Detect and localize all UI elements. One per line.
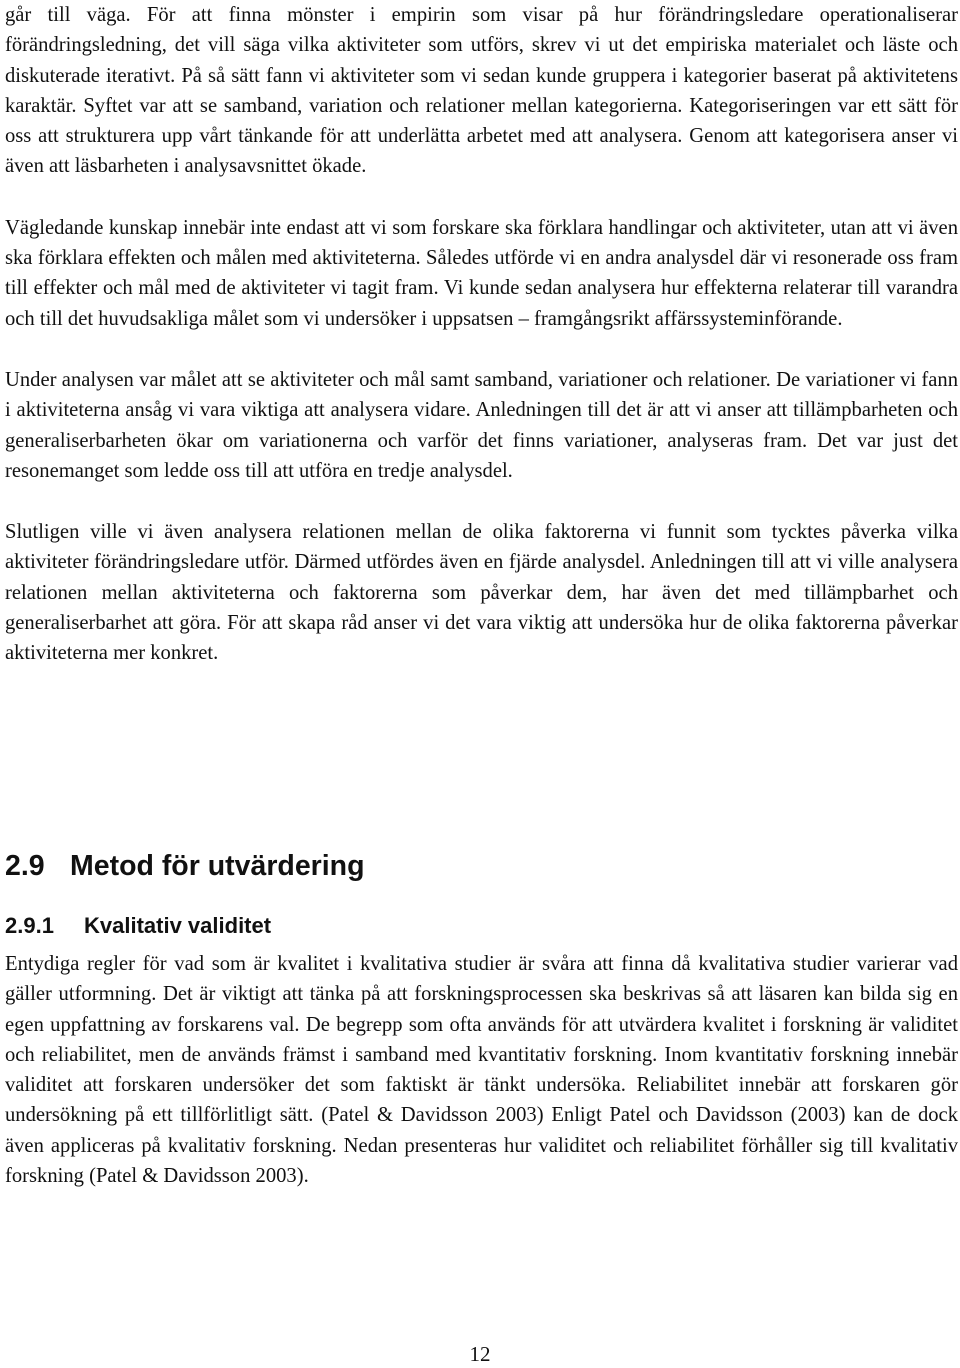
paragraph-3: Under analysen var målet att se aktiviteter och mål samt samband, variationer och relationer. De variationer vi fann i aktiviteterna ansåg vi vara viktiga att analysera vidare. Anledningen till det är att vi anser att tillämpbarheten och generaliserbarheten ökar om variationerna och varför det finns variationer, analyseras fram. Det var just det resonemanget som ledde oss till att utföra en tredje analysdel. [5,368,958,482]
section-heading [5,846,365,886]
paragraph-gap [5,334,958,365]
subsection-title: Kvalitativ validitet [84,913,272,938]
paragraph-gap [5,182,958,213]
paragraph-2: Vägledande kunskap innebär inte endast att vi som forskare ska förklara handlingar och aktiviteter, utan att vi även ska förklara effekten och målen med aktiviteterna. Således utförde vi en andra analysdel där vi resonerade oss fram till effekter och mål med de aktiviteter vi tagit fram. Vi kunde sedan analysera hur effekterna relaterar till varandra och till det huvudsakliga målet som vi undersöker i uppsatsen – framgångsrikt affärssysteminförande. [5,216,958,330]
paragraph-5: Entydiga regler för vad som är kvalitet i kvalitativa studier är svåra att finna då kvalitativa studier varierar vad gäller utformning. Det är viktigt att tänka på att forskningsprocessen ska beskrivas så att läsaren kan bilda sig en egen uppfattning av forskarens val. De begrepp som ofta används för att utvärdera kvalitet i forskning är validitet och reliabilitet, men de används främst i samband med kvantitativ forskning. Inom kvantitativ forskning innebär validitet att forskaren undersöker det som faktiskt är tänkt undersöka. Reliabilitet innebär att forskaren gör undersökning på ett tillförlitligt sätt. (Patel & Davidsson 2003) Enligt Patel och Davidsson (2003) kan de dock även appliceras på kvalitativ forskning. Nedan presenteras hur validitet och reliabilitet förhåller sig till kvalitativ forskning (Patel & Davidsson 2003). [5,953,958,1188]
body-text-bottom [5,949,958,1191]
subsection-heading [5,910,271,942]
section-number: 2.9 [5,850,45,882]
page-number: 12 [469,1342,491,1366]
subsection-number: 2.9.1 [5,913,54,938]
paragraph-4: Slutligen ville vi även analysera relationen mellan de olika faktorerna vi funnit som tycktes påverka vilka aktiviteter förändringsledare utför. Därmed utfördes även en fjärde analysdel. Anledningen till att vi ville analysera relationen mellan aktiviteterna och faktorerna som påverkar dem, har även det med tillämpbarhet och generaliserbarhet att göra. För att skapa råd anser vi det vara viktig att undersöka hur de olika faktorerna påverkar aktiviteterna mer konkret. [5,521,958,665]
paragraph-1: går till väga. För att finna mönster i empirin som visar på hur förändringsledare operationaliserar förändringsledning, det vill säga vilka aktiviteter som utförs, skrev vi ut det empiriska materialet och läste och diskuterade iterativt. På så sätt fann vi aktiviteter som vi sedan kunde gruppera i kategorier baserat på aktivitetens karaktär. Syftet var att se samband, variation och relationer mellan kategorierna. Kategoriseringen var ett sätt för oss att strukturera upp vårt tänkande för att underlätta arbetet med att analysera. Genom att kategorisera anser vi även att läsbarheten i analysavsnittet ökade. [5,4,958,178]
paragraph-gap [5,486,958,517]
body-text-top [5,0,958,669]
section-title: Metod för utvärdering [70,850,365,882]
